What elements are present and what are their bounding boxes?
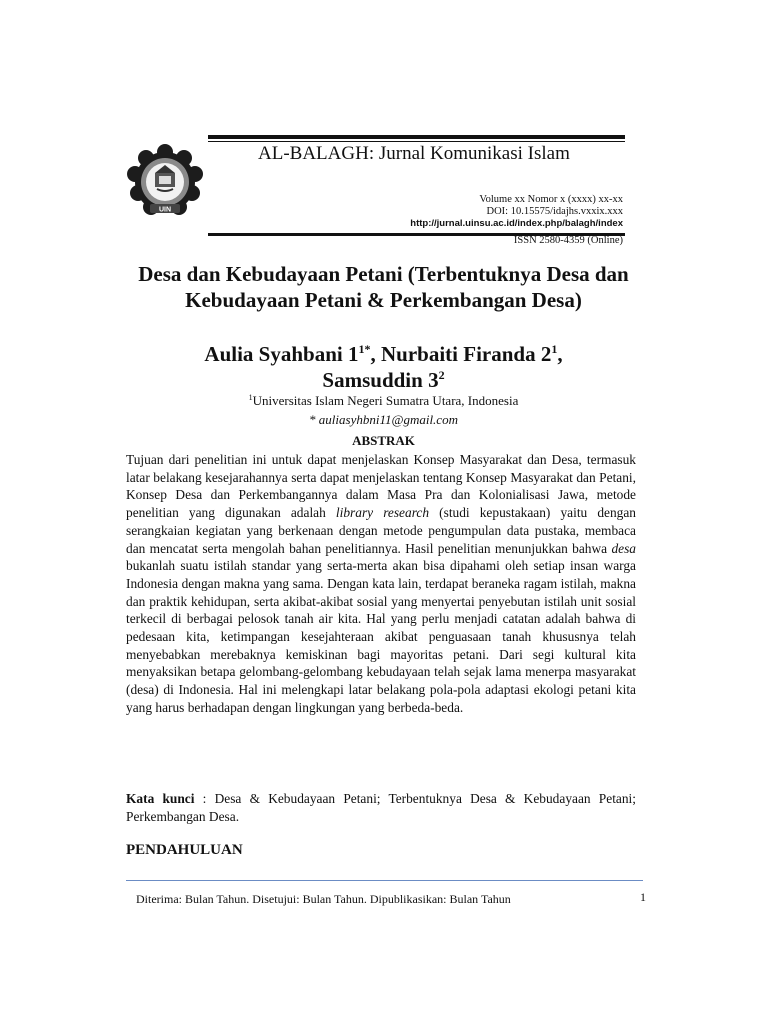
journal-url[interactable]: http://jurnal.uinsu.ac.id/index.php/balagh/index bbox=[410, 218, 623, 229]
author-list: Aulia Syahbani $1^{1*}$, Nurbaiti Firanda $2^1$, Samsuddin $3^2$ bbox=[204, 342, 563, 392]
affiliation-mark: 1 bbox=[248, 393, 253, 402]
issn: ISSN 2580-4359 (Online) bbox=[513, 236, 623, 246]
university-emblem-icon bbox=[124, 144, 206, 220]
keywords-text: : Desa & Kebudayaan Petani; Terbentuknya Desa & Kebudayaan Petani; Perkembangan Desa. bbox=[126, 791, 636, 824]
page-number: 1 bbox=[640, 890, 646, 904]
author-name: Aulia Syahbani 1 bbox=[204, 342, 359, 366]
footer-rule bbox=[126, 880, 643, 881]
affiliation: Universitas Islam Negeri Sumatra Utara, Indonesia bbox=[252, 393, 519, 408]
author-name: Samsuddin 3 bbox=[322, 368, 439, 392]
section-heading: PENDAHULUAN bbox=[126, 842, 243, 858]
author-mark: 1* bbox=[358, 342, 371, 356]
affiliation-block bbox=[126, 391, 641, 429]
logo-label: UIN bbox=[158, 206, 172, 214]
author-name: Nurbaiti Firanda 2 bbox=[380, 342, 552, 366]
journal-title: AL-BALAGH: Jurnal Komunikasi Islam bbox=[258, 143, 570, 164]
article-title: Desa dan Kebudayaan Petani (Terbentuknya Desa dan Kebudayaan Petani & Perkembangan Desa) bbox=[138, 262, 629, 312]
keywords-label: Kata kunci bbox=[126, 791, 195, 806]
volume-info: Volume xx Nomor x (xxxx) xx-xx bbox=[479, 194, 623, 205]
author-mark: 2 bbox=[438, 368, 445, 382]
author-email[interactable]: * auliasyhbni11@gmail.com bbox=[309, 412, 458, 427]
keywords bbox=[126, 790, 636, 825]
journal-meta bbox=[410, 194, 623, 230]
emphasis-text: desa bbox=[611, 540, 636, 556]
abstract-body: Tujuan dari penelitian ini untuk dapat menjelaskan Konsep Masyarakat dan Desa, termasuk latar belakang kesejarahannya serta dapat menjelaskan tentang Konsep Masyarakat dan Petani, Konsep Desa dan Perkembangannya dalam Masa Pra dan Kolonialisasi Jawa, metode penelitian yang digunakan adalah library research (studi kepustakaan) yaitu dengan serangkaian kegiatan yang berkenaan dengan metode pengumpulan data pustaka, membaca dan mencatat serta mengolah bahan penelitiannya. Hasil penelitian menunjukkan bahwa desa bukanlah suatu istilah standar yang serta-merta akan bisa dipahami oleh setiap insan warga Indonesia dengan makna yang sama. Dengan kata lain, terdapat beraneka ragam istilah, makna dan praktik kehidupan, serta akibat-akibat sosial yang menyertai penyebutan istilah unit sosial terkecil di berbagai pelosok tanah air kita. Hal yang perlu menjadi catatan adalah bahwa di pedesaan kita, ketimpangan kesejahteraan akibat penguasaan tanah khususnya telah menyebabkan merebaknya kemiskinan bagi mayoritas petani. Dari segi kultural kita menyaksikan betapa gelombang-gelombang kebudayaan telah sejak lama menerpa masyarakat (desa) di Indonesia. Hal ini melengkapi latar belakang pola-pola adaptasi ekologi petani kita yang harus berhadapan dengan lingkungan yang berbeda-beda. bbox=[126, 452, 636, 715]
emphasis-text: library research bbox=[335, 505, 430, 521]
doi: DOI: 10.15575/idajhs.vxxix.xxx bbox=[486, 206, 623, 217]
abstract-heading: ABSTRAK bbox=[352, 433, 415, 448]
header-rule-thick bbox=[208, 135, 625, 139]
author-mark: 1 bbox=[551, 342, 558, 356]
footer-dates: Diterima: Bulan Tahun. Disetujui: Bulan Tahun. Dipublikasikan: Bulan Tahun bbox=[136, 892, 511, 906]
